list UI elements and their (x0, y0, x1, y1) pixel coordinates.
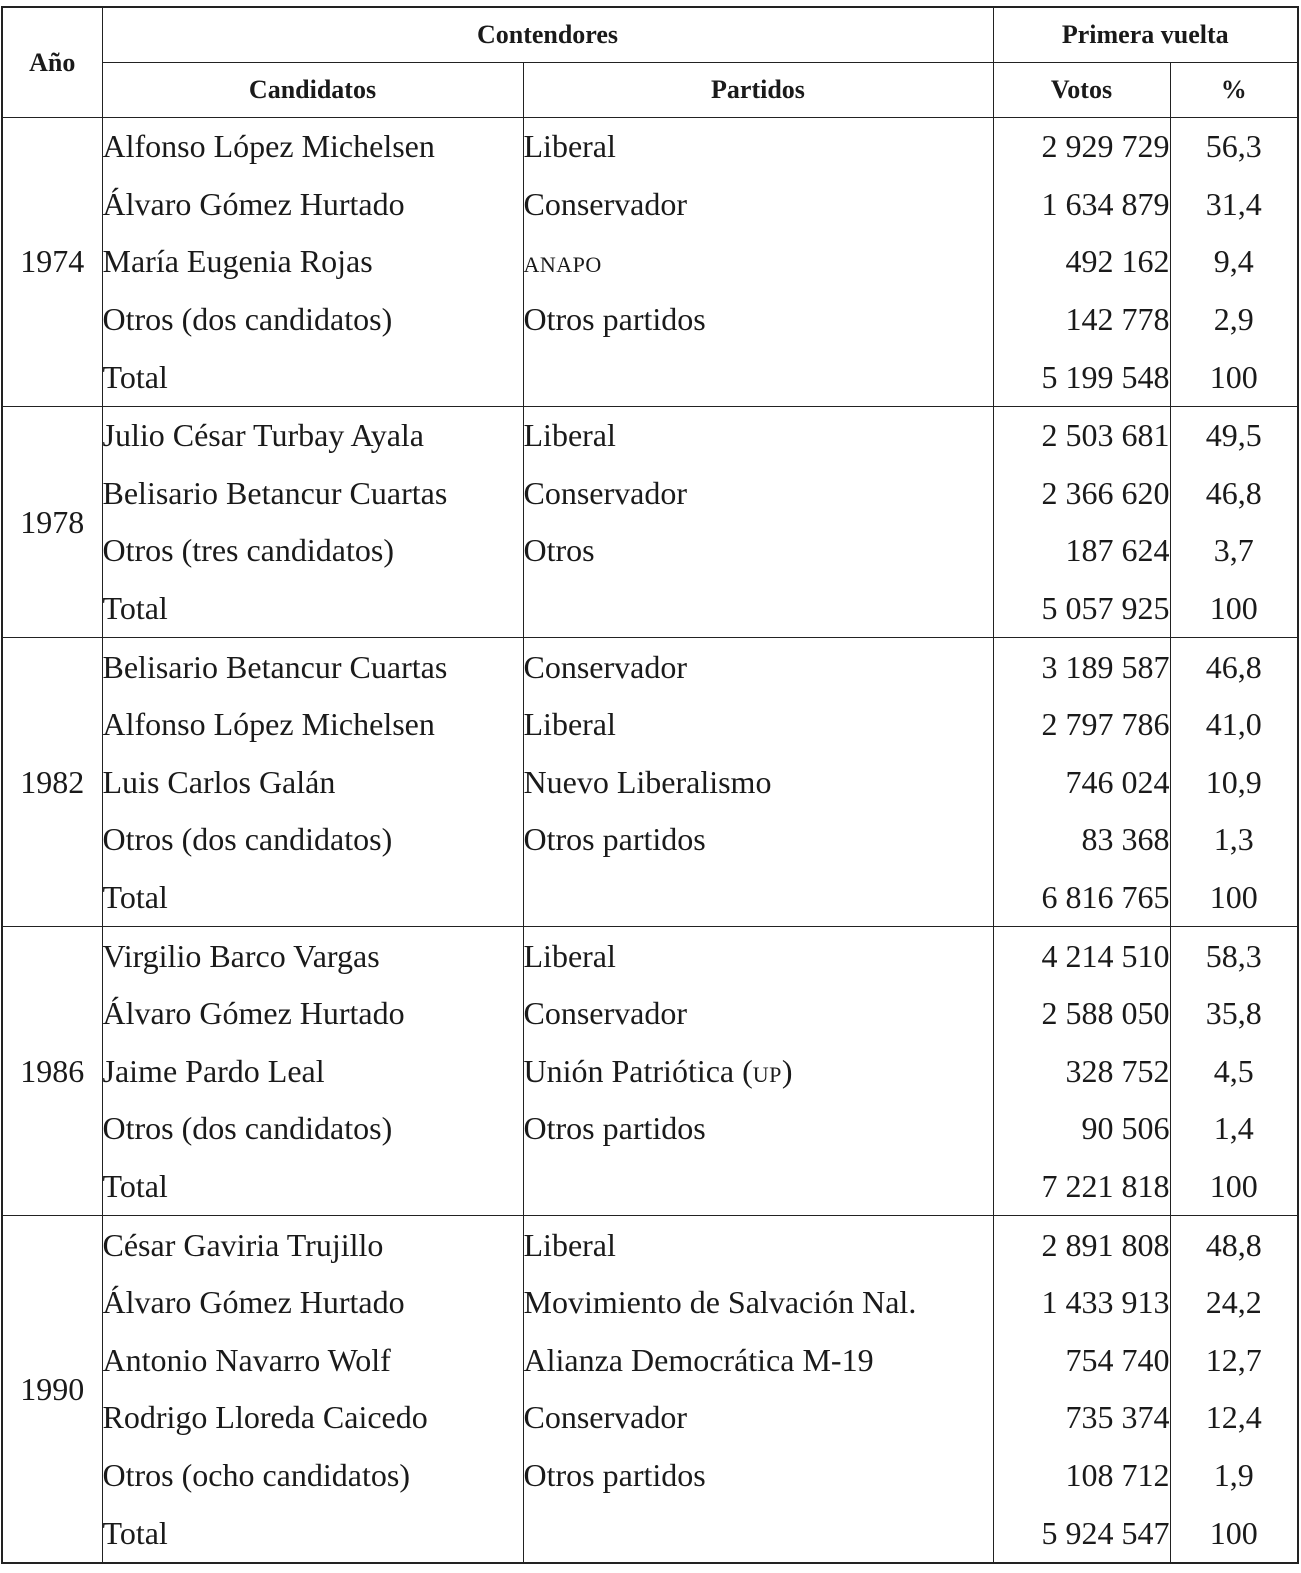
table-row (2, 291, 1298, 349)
table-row (2, 811, 1298, 869)
votes-cell: 4 214 510 (993, 927, 1170, 985)
header-year: Año (2, 7, 102, 118)
party-cell: Liberal (523, 118, 993, 176)
votes-cell: 90 506 (993, 1100, 1170, 1158)
table-row (2, 1100, 1298, 1158)
table-row (2, 1274, 1298, 1332)
party-cell: Conservador (523, 985, 993, 1043)
percent-cell: 100 (1170, 869, 1298, 927)
party-cell: Otros partidos (523, 1447, 993, 1505)
header-parties: Partidos (523, 63, 993, 118)
header-candidates: Candidatos (102, 63, 523, 118)
table-row (2, 233, 1298, 291)
party-cell: Conservador (523, 465, 993, 523)
party-cell (523, 348, 993, 406)
year-cell: 1990 (2, 1216, 102, 1563)
percent-cell: 100 (1170, 348, 1298, 406)
votes-cell: 1 433 913 (993, 1274, 1170, 1332)
percent-cell: 100 (1170, 580, 1298, 638)
percent-cell: 58,3 (1170, 927, 1298, 985)
candidate-cell: Alfonso López Michelsen (102, 118, 523, 176)
party-cell (523, 869, 993, 927)
header-votes: Votos (993, 63, 1170, 118)
table-row (2, 869, 1298, 927)
candidate-cell: Álvaro Gómez Hurtado (102, 985, 523, 1043)
election-results-table (1, 6, 1299, 1564)
table-row (2, 1389, 1298, 1447)
table-row (2, 580, 1298, 638)
party-cell: Conservador (523, 176, 993, 234)
table-body (2, 118, 1298, 1563)
table-row (2, 696, 1298, 754)
candidate-cell: Otros (dos candidatos) (102, 291, 523, 349)
party-cell: Movimiento de Salvación Nal. (523, 1274, 993, 1332)
candidate-cell: Total (102, 348, 523, 406)
header-contenders: Contendores (102, 7, 993, 63)
party-cell (523, 580, 993, 638)
votes-cell: 3 189 587 (993, 638, 1170, 696)
candidate-cell: Otros (dos candidatos) (102, 1100, 523, 1158)
candidate-cell: Álvaro Gómez Hurtado (102, 176, 523, 234)
percent-cell: 46,8 (1170, 638, 1298, 696)
votes-cell: 746 024 (993, 754, 1170, 812)
header-first-round: Primera vuelta (993, 7, 1298, 63)
table-row (2, 754, 1298, 812)
percent-cell: 1,9 (1170, 1447, 1298, 1505)
votes-cell: 2 503 681 (993, 406, 1170, 464)
votes-cell: 187 624 (993, 522, 1170, 580)
table-row (2, 406, 1298, 464)
candidate-cell: Otros (tres candidatos) (102, 522, 523, 580)
percent-cell: 24,2 (1170, 1274, 1298, 1332)
votes-cell: 7 221 818 (993, 1158, 1170, 1216)
party-cell: Alianza Democrática M-19 (523, 1331, 993, 1389)
votes-cell: 2 588 050 (993, 985, 1170, 1043)
candidate-cell: César Gaviria Trujillo (102, 1216, 523, 1274)
party-cell: Nuevo Liberalismo (523, 754, 993, 812)
candidate-cell: Julio César Turbay Ayala (102, 406, 523, 464)
candidate-cell: Belisario Betancur Cuartas (102, 638, 523, 696)
table-row (2, 1331, 1298, 1389)
year-cell: 1982 (2, 638, 102, 927)
table-row (2, 1043, 1298, 1101)
votes-cell: 754 740 (993, 1331, 1170, 1389)
votes-cell: 735 374 (993, 1389, 1170, 1447)
party-cell: Liberal (523, 1216, 993, 1274)
table-row (2, 176, 1298, 234)
votes-cell: 1 634 879 (993, 176, 1170, 234)
candidate-cell: Otros (ocho candidatos) (102, 1447, 523, 1505)
party-cell: Liberal (523, 927, 993, 985)
percent-cell: 1,3 (1170, 811, 1298, 869)
party-cell (523, 1158, 993, 1216)
percent-cell: 2,9 (1170, 291, 1298, 349)
votes-cell: 5 924 547 (993, 1504, 1170, 1563)
year-cell: 1986 (2, 927, 102, 1216)
percent-cell: 3,7 (1170, 522, 1298, 580)
year-cell: 1974 (2, 118, 102, 407)
candidate-cell: Luis Carlos Galán (102, 754, 523, 812)
votes-cell: 83 368 (993, 811, 1170, 869)
table-header (2, 7, 1298, 118)
percent-cell: 31,4 (1170, 176, 1298, 234)
table-row (2, 465, 1298, 523)
candidate-cell: Alfonso López Michelsen (102, 696, 523, 754)
party-cell: Otros (523, 522, 993, 580)
votes-cell: 2 797 786 (993, 696, 1170, 754)
percent-cell: 46,8 (1170, 465, 1298, 523)
percent-cell: 9,4 (1170, 233, 1298, 291)
percent-cell: 49,5 (1170, 406, 1298, 464)
votes-cell: 328 752 (993, 1043, 1170, 1101)
table-row (2, 118, 1298, 176)
table-row (2, 1158, 1298, 1216)
candidate-cell: Total (102, 1158, 523, 1216)
party-cell: Conservador (523, 638, 993, 696)
table-row (2, 985, 1298, 1043)
table-row (2, 1447, 1298, 1505)
percent-cell: 12,7 (1170, 1331, 1298, 1389)
header-percent: % (1170, 63, 1298, 118)
party-cell: Otros partidos (523, 291, 993, 349)
candidate-cell: Antonio Navarro Wolf (102, 1331, 523, 1389)
party-cell: Otros partidos (523, 1100, 993, 1158)
votes-cell: 5 199 548 (993, 348, 1170, 406)
party-cell (523, 1504, 993, 1563)
table-row (2, 348, 1298, 406)
party-cell: Otros partidos (523, 811, 993, 869)
table-row (2, 1504, 1298, 1563)
percent-cell: 41,0 (1170, 696, 1298, 754)
votes-cell: 2 891 808 (993, 1216, 1170, 1274)
percent-cell: 4,5 (1170, 1043, 1298, 1101)
votes-cell: 5 057 925 (993, 580, 1170, 638)
percent-cell: 1,4 (1170, 1100, 1298, 1158)
table-row (2, 522, 1298, 580)
percent-cell: 35,8 (1170, 985, 1298, 1043)
candidate-cell: Rodrigo Lloreda Caicedo (102, 1389, 523, 1447)
candidate-cell: Belisario Betancur Cuartas (102, 465, 523, 523)
percent-cell: 56,3 (1170, 118, 1298, 176)
percent-cell: 100 (1170, 1504, 1298, 1563)
votes-cell: 492 162 (993, 233, 1170, 291)
votes-cell: 2 929 729 (993, 118, 1170, 176)
party-cell: Liberal (523, 406, 993, 464)
percent-cell: 10,9 (1170, 754, 1298, 812)
party-cell: Conservador (523, 1389, 993, 1447)
candidate-cell: Total (102, 1504, 523, 1563)
candidate-cell: Álvaro Gómez Hurtado (102, 1274, 523, 1332)
candidate-cell: María Eugenia Rojas (102, 233, 523, 291)
year-cell: 1978 (2, 406, 102, 637)
table-row (2, 1216, 1298, 1274)
party-cell: ANAPO (523, 233, 993, 291)
candidate-cell: Jaime Pardo Leal (102, 1043, 523, 1101)
candidate-cell: Virgilio Barco Vargas (102, 927, 523, 985)
candidate-cell: Otros (dos candidatos) (102, 811, 523, 869)
candidate-cell: Total (102, 869, 523, 927)
percent-cell: 48,8 (1170, 1216, 1298, 1274)
party-cell: Liberal (523, 696, 993, 754)
votes-cell: 6 816 765 (993, 869, 1170, 927)
candidate-cell: Total (102, 580, 523, 638)
votes-cell: 142 778 (993, 291, 1170, 349)
votes-cell: 2 366 620 (993, 465, 1170, 523)
percent-cell: 100 (1170, 1158, 1298, 1216)
party-cell: Unión Patriótica (UP) (523, 1043, 993, 1101)
table-row (2, 927, 1298, 985)
votes-cell: 108 712 (993, 1447, 1170, 1505)
table-row (2, 638, 1298, 696)
percent-cell: 12,4 (1170, 1389, 1298, 1447)
